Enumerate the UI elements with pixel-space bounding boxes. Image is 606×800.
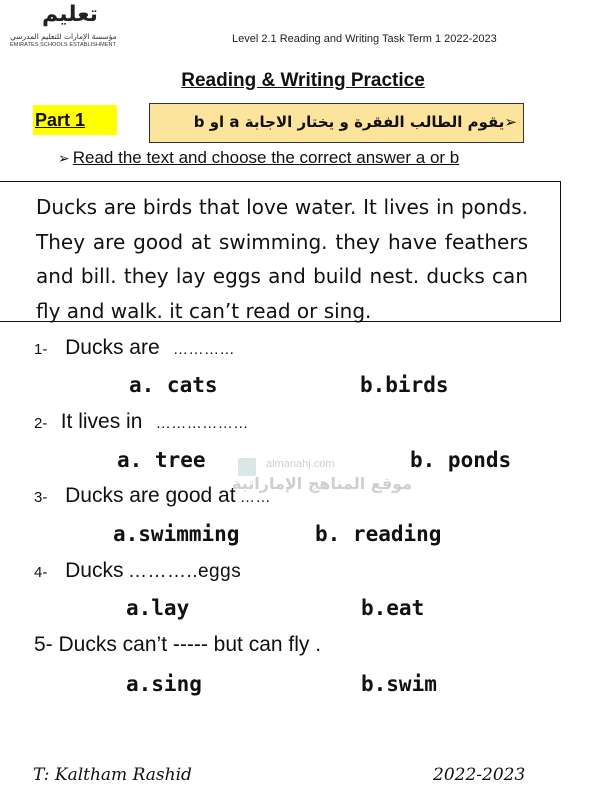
question-2-option-a[interactable]: a. tree [117,448,206,472]
answer-blank: ………… [173,341,235,358]
question-text: Ducks [65,559,124,582]
question-1 [34,336,235,360]
question-text: Ducks are good at [65,484,236,507]
question-text: 5- Ducks can’t ----- but can fly . [34,633,322,656]
logo-mark: تعليم [42,2,98,27]
arabic-instruction-box [149,103,524,143]
part-label: Part 1 [33,105,117,135]
question-1-option-b[interactable]: b.birds [360,373,449,397]
logo-english-text: EMIRATES SCHOOLS ESTABLISHMENT [10,42,117,48]
question-5-option-b[interactable]: b.swim [361,672,437,696]
question-3-option-a[interactable]: a.swimming [113,522,240,546]
school-logo [10,2,115,50]
passage-text: Ducks are birds that love water. It lives in ponds. They are good at swimming. they have feathers and bill. they lay eggs and build nest. ducks can fly and walk. it can’t read or sing. [36,195,528,323]
answer-blank: ……………… [155,415,249,432]
answer-blank: ………..eggs [127,561,242,582]
question-3 [34,484,271,508]
question-number: 4- [34,564,48,581]
footer-year: 2022-2023 [433,765,526,785]
question-number: 2- [34,415,48,432]
answer-blank: …… [240,489,272,506]
question-4-option-a[interactable]: a.lay [126,596,190,620]
question-5 [34,633,321,657]
arabic-instruction: ➢يقوم الطالب الفقرة و يختار الاجابة a او b [193,113,517,131]
question-text: It lives in [60,410,143,433]
arrow-icon: ➢ [58,150,70,166]
english-instruction: Read the text and choose the correct answer a or b [72,148,460,167]
question-4-option-b[interactable]: b.eat [361,596,425,620]
question-2 [34,410,249,434]
question-2-option-b[interactable]: b. ponds [410,448,512,472]
question-number: 1- [34,341,48,358]
header-level-text: Level 2.1 Reading and Writing Task Term 1 2022-2023 [232,33,497,45]
english-instruction-row [58,148,459,168]
teacher-name: T: Kaltham Rashid [33,765,192,785]
question-4 [34,559,241,583]
question-1-option-a[interactable]: a. cats [129,373,218,397]
question-3-option-b[interactable]: b. reading [315,522,442,546]
watermark-url: almanahj.com [266,458,335,470]
question-text: Ducks are [65,336,160,359]
question-5-option-a[interactable]: a.sing [126,672,202,696]
page-title: Reading & Writing Practice [181,70,425,91]
watermark-arabic: موقع المناهج الإماراتية [232,474,413,493]
question-number: 3- [34,489,48,506]
logo-arabic-text: مؤسسة الإمارات للتعليم المدرسي [10,32,117,41]
